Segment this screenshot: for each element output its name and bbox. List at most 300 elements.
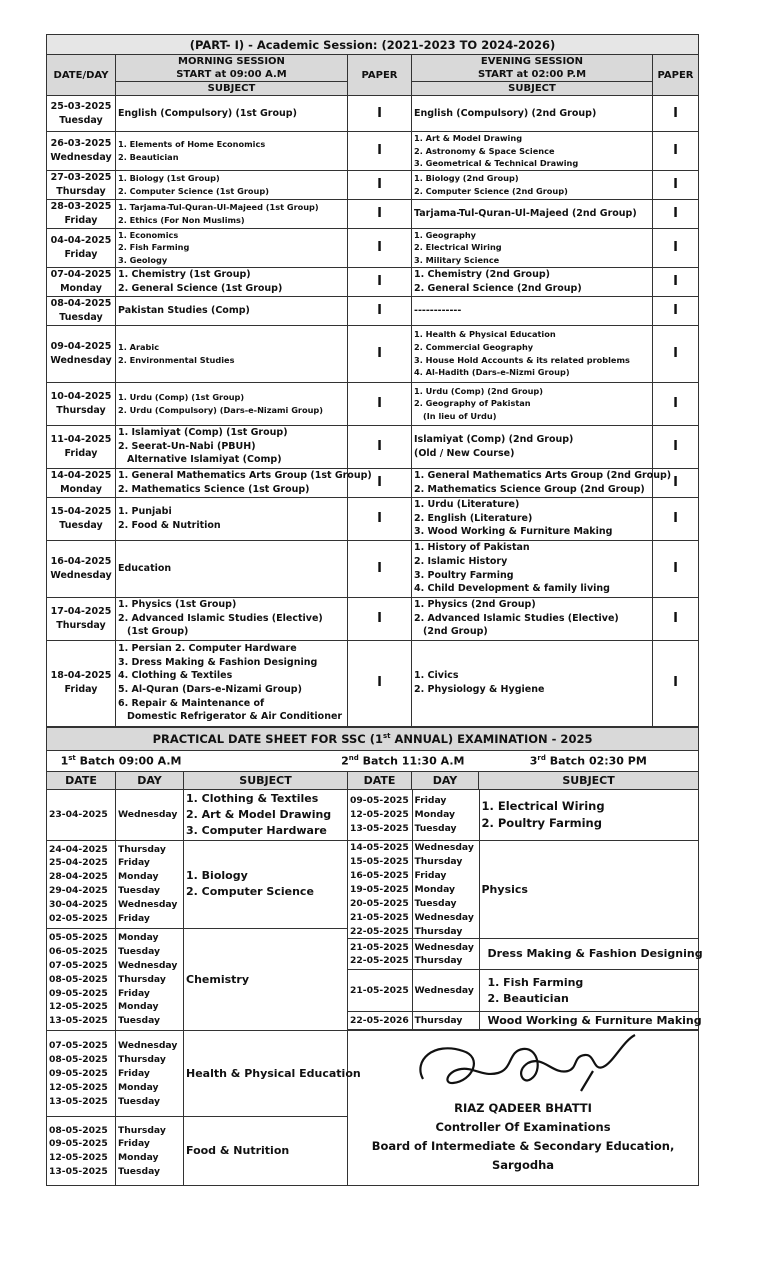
subject-line: 1. History of Pakistan [414, 542, 530, 554]
practical-line: 29-04-2025 [49, 885, 108, 897]
subject-line: 2. Urdu (Compulsory) (Dars-e-Nizami Group) [118, 404, 324, 415]
practical-line: Monday [414, 883, 455, 895]
practical-line: Chemistry [186, 972, 249, 986]
morning-subject-cell [116, 425, 348, 468]
practical-line: Tuesday [118, 885, 160, 897]
exam-day: Friday [64, 684, 98, 696]
evening-paper-cell: I [653, 296, 699, 325]
exam-day: Thursday [56, 185, 106, 197]
practical-line: Thursday [414, 855, 463, 867]
practical-line: Monday [118, 1001, 159, 1013]
schedule-row [47, 199, 699, 228]
exam-date: 10-04-2025 [50, 390, 112, 402]
exam-day: Tuesday [59, 519, 103, 531]
morning-paper-cell: I [348, 325, 412, 382]
subject-line: 2. Computer Science (2nd Group) [414, 185, 568, 196]
subject-line: 3. Geology [118, 254, 168, 265]
morning-subject-cell [116, 228, 348, 267]
subject-line: (2nd Group) [423, 626, 488, 638]
practical-line: Health & Physical Education [186, 1066, 361, 1080]
evening-paper-cell: I [653, 325, 699, 382]
schedule-row [47, 228, 699, 267]
schedule-row [47, 96, 699, 132]
morning-subject-cell [116, 540, 348, 597]
subject-line: 1. Physics (1st Group) [118, 599, 237, 611]
evening-subject-cell [412, 540, 653, 597]
practical-line: 2. Art & Model Drawing [186, 807, 332, 821]
subject-line: 4. Child Development & family living [414, 583, 610, 595]
practical-line: 23-04-2025 [49, 808, 108, 820]
batch-1-label: 1st Batch 09:00 A.M [47, 750, 184, 771]
practical-date-cell [47, 789, 116, 840]
subject-line: Domestic Refrigerator & Air Conditioner [127, 711, 343, 723]
date-day-cell [47, 267, 116, 296]
subject-line: 1. Arabic [118, 341, 160, 352]
practical-line: 25-04-2025 [49, 857, 108, 869]
subject-line: 2. Environmental Studies [118, 354, 235, 365]
practical-line: Thursday [414, 955, 463, 967]
subject-line: 3. Dress Making & Fashion Designing [118, 656, 318, 668]
subject-line: 1. Civics [414, 670, 459, 682]
practical-line: Thursday [118, 1124, 166, 1136]
evening-paper-cell: I [653, 228, 699, 267]
evening-subject-cell [412, 468, 672, 497]
signature-block [348, 1031, 699, 1186]
morning-paper-cell: I [348, 296, 412, 325]
subject-line: 2. Islamic History [414, 555, 508, 567]
morning-paper-cell: I [348, 540, 412, 597]
subject-line: Pakistan Studies (Comp) [118, 304, 250, 316]
practical-line: Friday [118, 1067, 150, 1079]
date-day-cell [47, 640, 116, 726]
subject-line: ------------ [414, 304, 462, 316]
exam-date: 11-04-2025 [50, 433, 112, 445]
evening-subject-cell [412, 325, 653, 382]
practical-subject-cell [479, 790, 699, 841]
practical-line: Thursday [118, 843, 166, 855]
exam-date: 14-04-2025 [50, 469, 112, 481]
morning-paper-cell: I [348, 382, 412, 425]
right-subject-header: SUBJECT [479, 771, 699, 789]
morning-paper-cell: I [348, 96, 412, 132]
practical-line: Dress Making & Fashion Designing [487, 947, 703, 961]
subject-line: 4. Al-Hadith (Dars-e-Nizmi Group) [414, 367, 570, 378]
batch-3-label: 3rd Batch 02:30 PM [479, 750, 699, 771]
signature-image [403, 1031, 643, 1095]
practical-line: Monday [118, 1152, 159, 1164]
exam-date: 26-03-2025 [50, 138, 112, 150]
morning-paper-cell: I [348, 497, 412, 540]
morning-subject-cell [116, 170, 348, 199]
evening-subject-cell [412, 497, 653, 540]
evening-subject-cell [412, 132, 653, 171]
morning-paper-cell: I [348, 267, 412, 296]
practical-line: 16-05-2025 [350, 869, 409, 881]
part-title: (PART- I) - Academic Session: (2021-2023 TO 2024-2026) [47, 35, 699, 55]
evening-subject-cell [412, 199, 653, 228]
practical-line: Wednesday [118, 1040, 178, 1052]
practical-line: Physics [481, 882, 528, 896]
practical-line: 1. Fish Farming [487, 975, 584, 989]
practical-line: 28-04-2025 [49, 871, 108, 883]
schedule-row [47, 267, 699, 296]
practical-line: 13-05-2025 [49, 1166, 108, 1178]
practical-line: Tuesday [118, 1095, 160, 1107]
practical-date-cell [348, 939, 412, 970]
practical-line: 21-05-2025 [350, 984, 409, 996]
morning-subject-cell [116, 199, 348, 228]
practical-line: Thursday [118, 973, 166, 985]
exam-date: 17-04-2025 [50, 605, 112, 617]
morning-subject-cell [116, 382, 348, 425]
exam-day: Friday [64, 214, 98, 226]
subject-line: 2. Ethics (For Non Muslims) [118, 214, 245, 225]
practical-line: Friday [414, 794, 447, 806]
exam-day: Friday [64, 447, 98, 459]
practical-line: Tuesday [118, 1166, 160, 1178]
exam-date: 04-04-2025 [50, 235, 112, 247]
subject-line: 2. Mathematics Science (1st Group) [118, 483, 310, 495]
exam-date: 07-04-2025 [50, 268, 112, 280]
subject-line: 2. Advanced Islamic Studies (Elective) [118, 612, 323, 624]
practical-line: 2. Computer Science [186, 885, 314, 899]
subject-line: 1. Elements of Home Economics [118, 139, 266, 150]
subject-line: English (Compulsory) (2nd Group) [414, 107, 597, 119]
exam-day: Thursday [56, 404, 106, 416]
subject-line: 2. Beautician [118, 151, 179, 162]
practical-row [47, 1031, 699, 1117]
left-date-header: DATE [47, 771, 116, 789]
right-practical-row [348, 790, 699, 841]
evening-paper-cell: I [653, 170, 699, 199]
date-day-cell [47, 96, 116, 132]
morning-paper-cell: I [348, 199, 412, 228]
practical-date-cell [348, 790, 412, 841]
batch-2-label: 2nd Batch 11:30 A.M [184, 750, 479, 771]
exam-date: 15-04-2025 [50, 505, 112, 517]
subject-line: 2. Geography of Pakistan [414, 398, 531, 409]
exam-date: 27-03-2025 [50, 172, 112, 184]
schedule-row [47, 325, 699, 382]
right-day-header: DAY [412, 771, 479, 789]
practical-line: Tuesday [118, 945, 160, 957]
evening-session-header: EVENING SESSION START at 02:00 P.M [412, 55, 653, 82]
subject-line: 2. Electrical Wiring [414, 242, 502, 253]
exam-day: Friday [64, 248, 98, 260]
practical-table [46, 727, 703, 1187]
practical-line: 05-05-2025 [49, 931, 108, 943]
subject-line: (In lieu of Urdu) [423, 410, 497, 421]
practical-line: 06-05-2025 [49, 945, 108, 957]
theory-table [46, 34, 699, 727]
practical-subject-cell [184, 928, 348, 1031]
evening-paper-cell: I [653, 597, 699, 640]
subject-line: 1. Physics (2nd Group) [414, 599, 536, 611]
right-practical-table [348, 790, 703, 1031]
practical-subject-cell [479, 841, 699, 939]
evening-subject-cell [412, 382, 653, 425]
evening-paper-cell: I [653, 497, 699, 540]
subject-line: 2. General Science (2nd Group) [414, 282, 582, 294]
practical-subject-cell [479, 970, 699, 1012]
practical-line: Monday [118, 1081, 159, 1093]
evening-paper-cell: I [653, 540, 699, 597]
date-day-cell [47, 132, 116, 171]
date-sheet [46, 34, 703, 1186]
practical-line: 30-04-2025 [49, 899, 108, 911]
practical-line: Friday [118, 987, 150, 999]
evening-paper-cell: I [653, 96, 699, 132]
practical-day-cell [116, 789, 184, 840]
practical-line: 12-05-2025 [350, 808, 409, 820]
subject-line: 2. Computer Science (1st Group) [118, 185, 269, 196]
practical-line: 22-05-2025 [350, 925, 409, 937]
practical-day-cell [116, 1031, 184, 1117]
practical-line: Tuesday [118, 1015, 160, 1027]
practical-day-cell [116, 840, 184, 928]
schedule-row [47, 540, 699, 597]
evening-subject-cell [412, 267, 653, 296]
subject-line: Tarjama-Tul-Quran-Ul-Majeed (2nd Group) [414, 207, 637, 219]
subject-line: Education [118, 562, 172, 574]
exam-day: Wednesday [50, 569, 112, 581]
exam-day: Wednesday [50, 354, 112, 366]
subject-line: 1. Urdu (Comp) (2nd Group) [414, 385, 544, 396]
practical-line: Friday [118, 857, 150, 869]
schedule-row [47, 296, 699, 325]
practical-line: 21-05-2025 [350, 911, 409, 923]
practical-line: Wednesday [414, 911, 474, 923]
schedule-row [47, 640, 699, 726]
subject-line: 2. General Science (1st Group) [118, 282, 283, 294]
subject-line: 5. Al-Quran (Dars-e-Nizami Group) [118, 684, 302, 696]
practical-day-cell [412, 939, 479, 970]
practical-line: 19-05-2025 [350, 883, 409, 895]
evening-paper-cell: I [653, 267, 699, 296]
schedule-row [47, 382, 699, 425]
practical-line: 22-05-2025 [350, 955, 409, 967]
subject-line: English (Compulsory) (1st Group) [118, 107, 297, 119]
date-day-cell [47, 325, 116, 382]
schedule-row [47, 597, 699, 640]
subject-line: 1. Urdu (Comp) (1st Group) [118, 391, 245, 402]
practical-line: Monday [118, 931, 159, 943]
subject-line: 1. Health & Physical Education [414, 329, 556, 340]
subject-line: 1. Chemistry (2nd Group) [414, 268, 550, 280]
date-day-cell [47, 425, 116, 468]
morning-paper-header: PAPER [348, 55, 412, 96]
practical-line: Monday [118, 871, 159, 883]
practical-line: Wednesday [414, 984, 474, 996]
date-day-header: DATE/DAY [47, 55, 116, 96]
evening-subject-cell [412, 296, 653, 325]
exam-date: 25-03-2025 [50, 100, 112, 112]
evening-paper-cell: I [653, 199, 699, 228]
practical-line: 1. Electrical Wiring [481, 798, 605, 813]
practical-day-cell [116, 1117, 184, 1186]
subject-line: (1st Group) [127, 626, 189, 638]
morning-paper-cell: I [348, 425, 412, 468]
practical-line: 13-05-2025 [49, 1095, 108, 1107]
practical-line: 02-05-2025 [49, 913, 108, 925]
right-practical-panel [348, 789, 703, 1031]
evening-subject-cell [412, 96, 653, 132]
right-date-header: DATE [348, 771, 412, 789]
practical-line: Wood Working & Furniture Making [487, 1013, 702, 1027]
date-day-cell [47, 468, 116, 497]
subject-line: 2. Mathematics Science Group (2nd Group) [414, 483, 645, 495]
practical-line: 09-05-2025 [49, 987, 108, 999]
evening-subject-cell [412, 640, 653, 726]
signature-title: Controller Of Examinations [435, 1120, 611, 1135]
schedule-row [47, 132, 699, 171]
exam-date: 09-04-2025 [50, 340, 112, 352]
subject-line: 1. Biology (1st Group) [118, 173, 220, 184]
practical-line: 07-05-2025 [49, 1040, 108, 1052]
morning-paper-cell: I [348, 640, 412, 726]
subject-line: 1. Art & Model Drawing [414, 133, 523, 143]
exam-day: Monday [60, 282, 102, 294]
exam-day: Wednesday [50, 151, 112, 163]
signature-org: Board of Intermediate & Secondary Education, Sargodha [371, 1139, 675, 1173]
practical-line: Wednesday [414, 941, 474, 953]
evening-paper-cell: I [653, 468, 699, 497]
date-day-cell [47, 170, 116, 199]
practical-line: Wednesday [414, 842, 474, 854]
subject-line: 3. Wood Working & Furniture Making [414, 526, 613, 538]
morning-subject-header: SUBJECT [116, 82, 348, 96]
practical-subject-cell [479, 1012, 702, 1030]
practical-line: Friday [118, 913, 150, 925]
practical-line: 08-05-2025 [49, 1124, 108, 1136]
schedule-row [47, 425, 699, 468]
practical-line: Friday [118, 1138, 150, 1150]
practical-subject-cell [184, 1117, 348, 1186]
evening-subject-cell [412, 170, 653, 199]
subject-line: 2. Physiology & Hygiene [414, 684, 545, 696]
subject-line: 4. Clothing & Textiles [118, 670, 233, 682]
evening-paper-cell: I [653, 640, 699, 726]
practical-subject-cell [184, 789, 348, 840]
morning-subject-cell [116, 96, 348, 132]
practical-line: 09-05-2025 [49, 1067, 108, 1079]
practical-line: Wednesday [118, 899, 178, 911]
exam-day: Tuesday [59, 311, 103, 323]
evening-paper-cell: I [653, 132, 699, 171]
morning-paper-cell: I [348, 132, 412, 171]
right-practical-row [348, 841, 699, 939]
schedule-row [47, 497, 699, 540]
practical-line: 24-04-2025 [49, 843, 108, 855]
subject-line: 2. English (Literature) [414, 512, 533, 524]
subject-line: 1. General Mathematics Arts Group (1st Group) [118, 469, 372, 481]
practical-line: Wednesday [118, 959, 178, 971]
subject-line: 2. Fish Farming [118, 242, 190, 253]
practical-line: Friday [414, 869, 447, 881]
practical-day-cell [412, 790, 479, 841]
subject-line: 1. Tarjama-Tul-Quran-Ul-Majeed (1st Group) [118, 202, 319, 213]
subject-line: 1. Punjabi [118, 505, 172, 517]
evening-subject-cell [412, 228, 653, 267]
morning-subject-cell [116, 267, 348, 296]
morning-subject-cell [116, 640, 348, 726]
right-practical-row [348, 939, 699, 970]
practical-date-cell [348, 970, 412, 1012]
subject-line: 1. Urdu (Literature) [414, 499, 520, 511]
practical-date-cell [47, 840, 116, 928]
practical-line: 13-05-2025 [350, 822, 409, 834]
subject-line: 6. Repair & Maintenance of [118, 697, 265, 709]
practical-subject-cell [479, 939, 703, 970]
practical-line: 12-05-2025 [49, 1081, 108, 1093]
morning-session-header: MORNING SESSION START at 09:00 A.M [116, 55, 348, 82]
subject-line: 1. Islamiyat (Comp) (1st Group) [118, 427, 288, 439]
exam-day: Tuesday [59, 114, 103, 126]
practical-line: Monday [414, 808, 455, 820]
subject-line: 1. Geography [414, 229, 477, 240]
subject-line: 1. General Mathematics Arts Group (2nd Group) [414, 469, 672, 481]
exam-date: 28-03-2025 [50, 201, 112, 213]
subject-line: 1. Economics [118, 229, 179, 240]
practical-line: 1. Clothing & Textiles [186, 791, 319, 805]
morning-subject-cell [116, 325, 348, 382]
exam-date: 16-04-2025 [50, 555, 112, 567]
subject-line: 2. Seerat-Un-Nabi (PBUH) [118, 440, 256, 452]
exam-date: 18-04-2025 [50, 670, 112, 682]
practical-line: 08-05-2025 [49, 973, 108, 985]
practical-date-cell [348, 1012, 412, 1030]
practical-row [47, 789, 699, 840]
subject-line: 3. Poultry Farming [414, 569, 514, 581]
date-day-cell [47, 540, 116, 597]
evening-subject-header: SUBJECT [412, 82, 653, 96]
practical-line: 14-05-2025 [350, 842, 409, 854]
subject-line: 3. Geometrical & Technical Drawing [414, 158, 579, 169]
practical-date-cell [348, 841, 412, 939]
evening-subject-cell [412, 425, 653, 468]
morning-paper-cell: I [348, 228, 412, 267]
date-day-cell [47, 382, 116, 425]
subject-line: 1. Biology (2nd Group) [414, 173, 519, 184]
schedule-row [47, 170, 699, 199]
practical-day-cell [116, 928, 184, 1031]
subject-line: 1. Chemistry (1st Group) [118, 268, 251, 280]
practical-line: 12-05-2025 [49, 1152, 108, 1164]
evening-paper-cell: I [653, 425, 699, 468]
practical-line: 22-05-2026 [350, 1014, 409, 1026]
exam-date: 08-04-2025 [50, 297, 112, 309]
practical-line: 09-05-2025 [49, 1138, 108, 1150]
morning-subject-cell [116, 497, 348, 540]
morning-subject-cell [116, 597, 348, 640]
subject-line: 2. Food & Nutrition [118, 519, 221, 531]
practical-subject-cell [184, 1031, 361, 1117]
practical-date-cell [47, 1117, 116, 1186]
practical-subject-cell [184, 840, 348, 928]
practical-line: 09-05-2025 [350, 794, 409, 806]
subject-line: 1. Persian 2. Computer Hardware [118, 643, 297, 655]
practical-line: Thursday [414, 925, 463, 937]
practical-line: Wednesday [118, 808, 178, 820]
subject-line: 3. Military Science [414, 254, 500, 265]
right-practical-row [348, 970, 699, 1012]
practical-date-cell [47, 928, 116, 1031]
practical-day-cell [412, 1012, 479, 1030]
morning-subject-cell [116, 132, 348, 171]
practical-line: 1. Biology [186, 869, 248, 883]
date-day-cell [47, 597, 116, 640]
morning-paper-cell: I [348, 170, 412, 199]
